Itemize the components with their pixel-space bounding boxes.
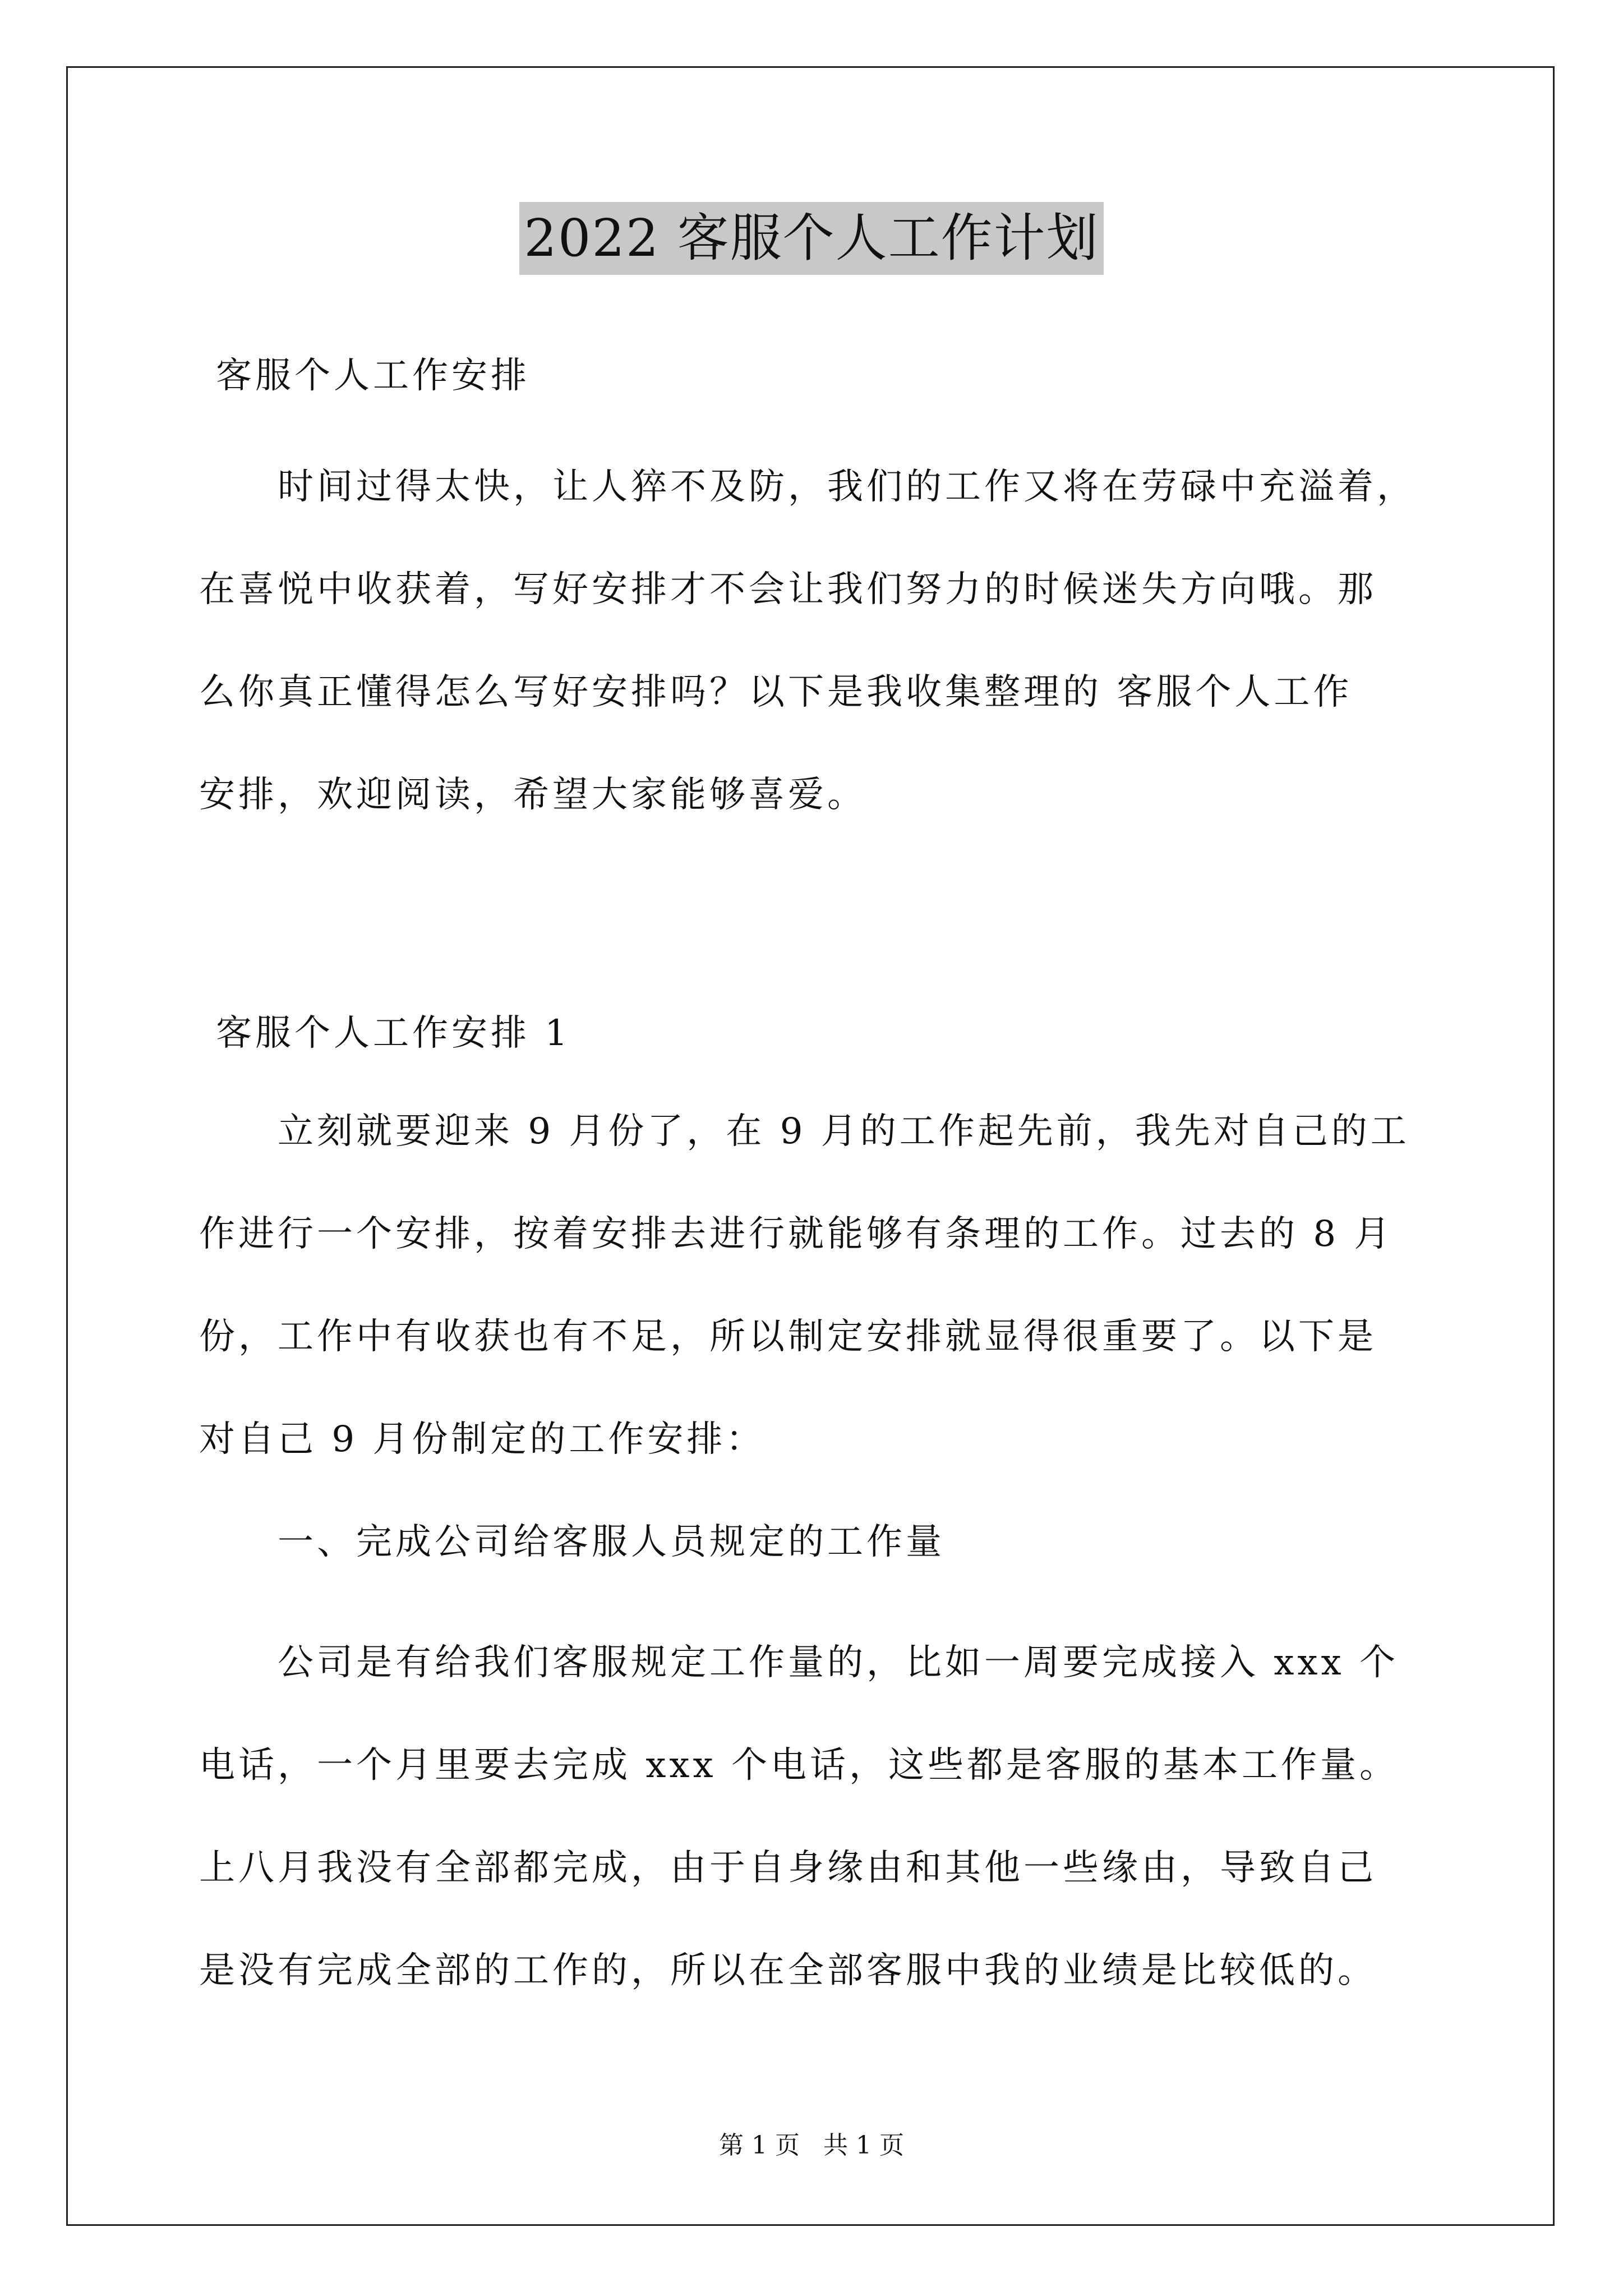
paragraph-line: 是没有完成全部的工作的，所以在全部客服中我的业绩是比较低的。: [199, 1950, 1377, 1991]
section-heading: 客服个人工作安排 1: [216, 1013, 571, 1054]
paragraph-line: 份，工作中有收获也有不足，所以制定安排就显得很重要了。以下是: [199, 1316, 1377, 1358]
document-title: 2022 客服个人工作计划: [519, 202, 1103, 275]
item-heading: 一、完成公司给客服人员规定的工作量: [278, 1521, 945, 1563]
page-total: 共 1 页: [823, 2131, 904, 2160]
paragraph-line: 立刻就要迎来 9 月份了，在 9 月的工作起先前，我先对自己的工: [278, 1111, 1410, 1152]
paragraph-line: 安排，欢迎阅读，希望大家能够喜爱。: [199, 774, 866, 816]
paragraph-line: 电话，一个月里要去完成 xxx 个电话，这些都是客服的基本工作量。: [199, 1745, 1399, 1786]
page-footer: [0, 2129, 1623, 2162]
paragraph-line: 作进行一个安排，按着安排去进行就能够有条理的工作。过去的 8 月: [199, 1213, 1394, 1255]
paragraph-line: 公司是有给我们客服规定工作量的，比如一周要完成接入 xxx 个: [278, 1642, 1399, 1683]
paragraph-line: 在喜悦中收获着，写好安排才不会让我们努力的时候迷失方向哦。那: [199, 569, 1377, 610]
subtitle: 客服个人工作安排: [216, 355, 530, 397]
title-container: [0, 202, 1623, 275]
paragraph-line: 时间过得太快，让人猝不及防，我们的工作又将在劳碌中充溢着，: [278, 466, 1416, 508]
paragraph-line: 对自己 9 月份制定的工作安排：: [199, 1419, 766, 1460]
paragraph-line: 么你真正懂得怎么写好安排吗？以下是我收集整理的 客服个人工作: [199, 671, 1353, 713]
paragraph-line: 上八月我没有全部都完成，由于自身缘由和其他一些缘由，导致自己: [199, 1847, 1377, 1889]
page-number: 第 1 页: [719, 2131, 800, 2160]
